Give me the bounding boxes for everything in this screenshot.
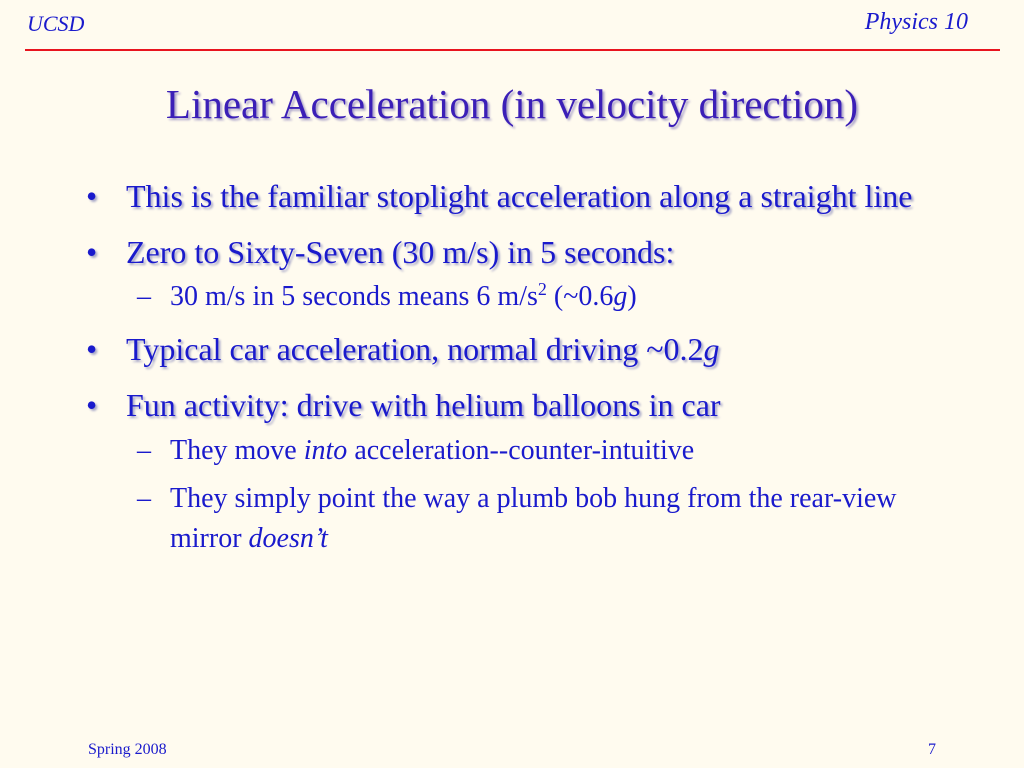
bullet-stoplight <box>80 174 960 218</box>
bullet-text: This is the familiar stoplight acceleration along a straight line <box>126 178 913 214</box>
slide-title: Linear Acceleration (in velocity direction) <box>165 81 859 127</box>
sub-bullet-text: acceleration--counter-intuitive <box>347 435 695 466</box>
g-symbol: g <box>613 281 628 312</box>
course-label: UCSD <box>27 11 85 36</box>
bullet-text: Typical car acceleration, normal driving ~0.2 <box>126 331 704 367</box>
header-divider <box>25 49 1000 51</box>
bullet-marker: • <box>86 387 98 423</box>
bullet-marker: • <box>86 234 98 270</box>
sub-bullet-text: 30 m/s in 5 seconds means 6 m/s <box>170 281 538 312</box>
sub-bullet-text: (~0.6 <box>546 281 614 312</box>
exponent: 2 <box>537 279 547 299</box>
bullet-zero-to-sixty-seven <box>80 230 960 274</box>
emphasis-text: doesn’t <box>248 523 328 554</box>
bullet-text: Zero to Sixty-Seven (30 m/s) in 5 seconds: <box>126 234 675 270</box>
sub-bullet-plumb-bob <box>80 479 960 559</box>
g-symbol: g <box>703 331 720 367</box>
footer-term: Spring 2008 <box>88 741 167 758</box>
sub-bullet-text: They simply point the way a plumb bob hung from the rear-view mirror <box>170 483 897 554</box>
page-number: 7 <box>928 741 936 758</box>
bullet-marker: • <box>86 331 98 367</box>
sub-bullet-text: ) <box>627 281 637 312</box>
sub-bullet-move-into <box>80 431 960 471</box>
bullet-fun-activity <box>80 383 960 427</box>
course-name: Physics 10 <box>864 9 968 35</box>
bullet-marker: • <box>86 178 98 214</box>
sub-bullet-six-meters <box>80 277 960 317</box>
slide-content <box>80 172 960 559</box>
bullet-typical-car <box>80 327 960 371</box>
dash-marker: – <box>137 483 151 514</box>
dash-marker: – <box>137 435 151 466</box>
emphasis-text: into <box>303 435 348 466</box>
sub-bullet-text: They move <box>170 435 304 466</box>
bullet-text: Fun activity: drive with helium balloons in car <box>126 387 721 423</box>
dash-marker: – <box>137 281 151 312</box>
